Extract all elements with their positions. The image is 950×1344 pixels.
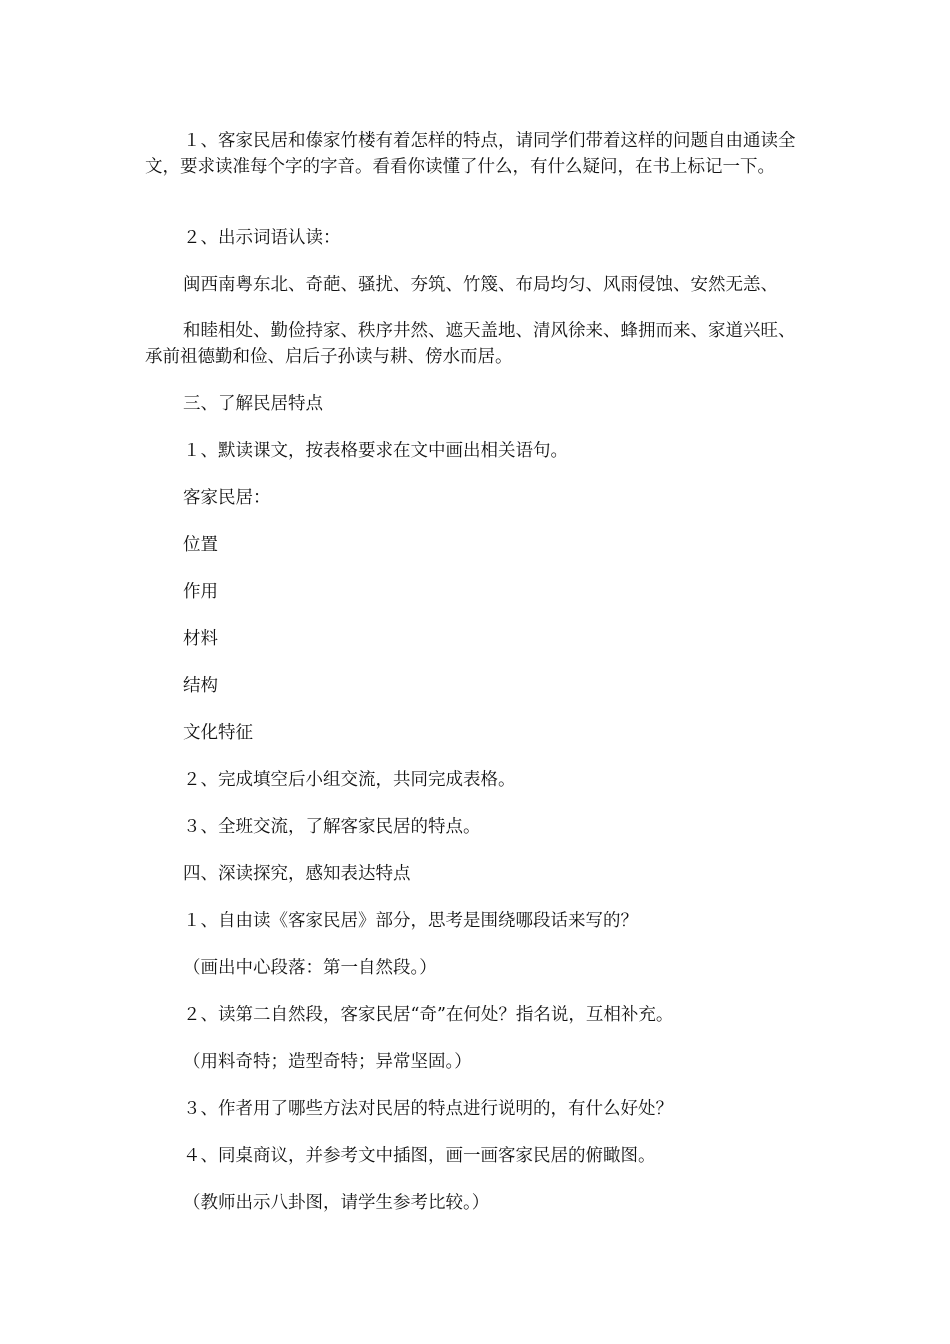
paragraph-location: 位置 (183, 535, 218, 555)
paragraph-section4-note-4: （教师出示八卦图，请学生参考比较。） (183, 1193, 490, 1213)
paragraph-section4-note-2: （用料奇特；造型奇特；异常坚固。） (183, 1052, 472, 1072)
paragraph-section4-item-2: ２、读第二自然段，客家民居“奇”在何处？指名说，互相补充。 (183, 1005, 674, 1025)
section-heading-3: 三、了解民居特点 (183, 394, 323, 414)
paragraph-vocab-line-1: 闽西南粤东北、奇葩、骚扰、夯筑、竹篾、布局均匀、风雨侵蚀、安然无恙、 (183, 275, 778, 295)
paragraph-task-1: １、客家民居和傣家竹楼有着怎样的特点，请同学们带着这样的问题自由通读全文，要求读准每个字的字音。看看你读懂了什么，有什么疑问，在书上标记一下。 (145, 131, 796, 177)
paragraph-vocab-line-2: 和睦相处、勤俭持家、秩序井然、遮天盖地、清风徐来、蜂拥而来、家道兴旺、承前祖德勤和俭、启后子孙读与耕、傍水而居。 (145, 321, 796, 367)
paragraph-section4-item-4: ４、同桌商议，并参考文中插图，画一画客家民居的俯瞰图。 (183, 1146, 656, 1166)
paragraph-section4-item-3: ３、作者用了哪些方法对民居的特点进行说明的，有什么好处？ (183, 1099, 673, 1119)
paragraph-material: 材料 (183, 629, 218, 649)
paragraph-structure: 结构 (183, 676, 218, 696)
paragraph-section3-item-2: ２、完成填空后小组交流，共同完成表格。 (183, 770, 516, 790)
paragraph-culture: 文化特征 (183, 723, 253, 743)
paragraph-section3-item-3: ３、全班交流，了解客家民居的特点。 (183, 817, 481, 837)
section-heading-4: 四、深读探究，感知表达特点 (183, 864, 411, 884)
paragraph-hakka-label: 客家民居： (183, 488, 271, 508)
paragraph-function: 作用 (183, 582, 218, 602)
paragraph-task-2: ２、出示词语认读： (183, 228, 341, 248)
paragraph-section4-note-1: （画出中心段落：第一自然段。） (183, 958, 437, 978)
paragraph-section3-item-1: １、默读课文，按表格要求在文中画出相关语句。 (183, 441, 568, 461)
paragraph-section4-item-1: １、自由读《客家民居》部分，思考是围绕哪段话来写的？ (183, 911, 638, 931)
